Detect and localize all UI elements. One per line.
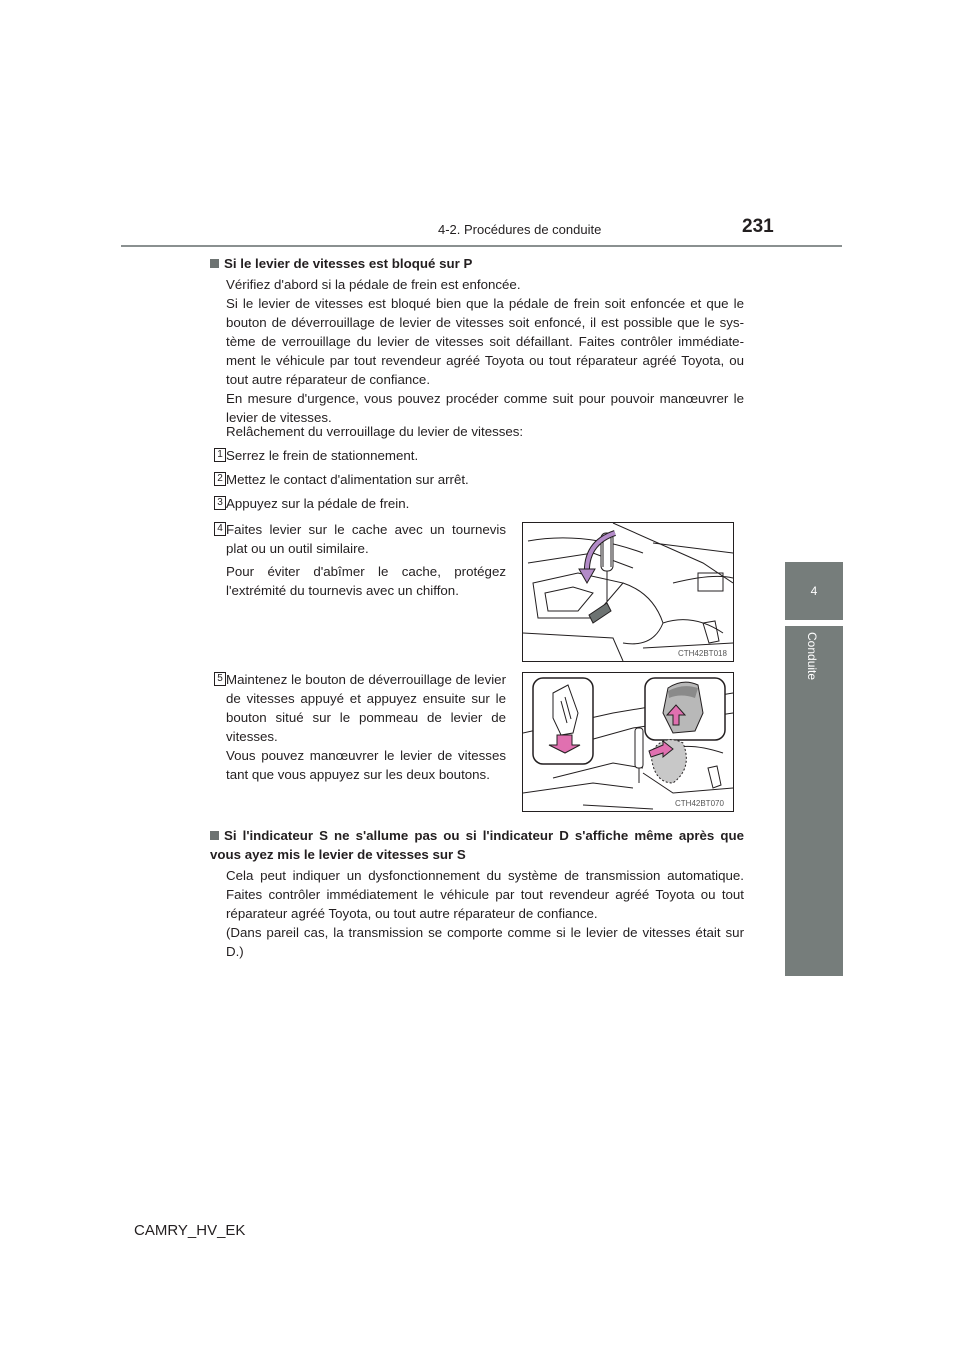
square-bullet-icon bbox=[210, 259, 219, 268]
page-number: 231 bbox=[742, 216, 774, 237]
chapter-label: Conduite bbox=[805, 632, 819, 681]
step-text: Maintenez le bouton de déverrouillage de levier de vitesses appuyé et appuyez ensuite sur le bouton situé sur le pommeau de levier de vitesses. bbox=[226, 672, 506, 744]
model-code: CAMRY_HV_EK bbox=[134, 1222, 246, 1239]
figure-screwdriver-cover bbox=[522, 522, 734, 662]
header-rule bbox=[121, 245, 842, 247]
step-text: Mettez le contact d'alimentation sur arrêt. bbox=[226, 472, 469, 487]
step-number-badge: 5 bbox=[214, 672, 226, 686]
release-button-illustration bbox=[523, 673, 733, 811]
running-header: 4-2. Procédures de conduite bbox=[438, 222, 602, 237]
figure-release-button bbox=[522, 672, 734, 812]
section-heading-indicator: Si l'indicateur S ne s'allume pas ou si l'indicateur D s'affiche même après que vous ayez mis le levier de vitesses sur S bbox=[210, 828, 744, 862]
step-text: Appuyez sur la pédale de frein. bbox=[226, 496, 410, 511]
step-text: Faites levier sur le cache avec un tournevis plat ou un outil similaire. bbox=[226, 522, 506, 556]
step-note: Pour éviter d'abîmer le cache, protégez l'extrémité du tournevis avec un chiffon. bbox=[226, 564, 506, 598]
step-number-badge: 3 bbox=[214, 496, 226, 510]
chapter-tab-number bbox=[785, 562, 843, 620]
step-number-badge: 1 bbox=[214, 448, 226, 462]
figure-code: CTH42BT018 bbox=[678, 649, 727, 658]
step-note: Vous pouvez manœuvrer le levier de vitesses tant que vous appuyez sur les deux boutons. bbox=[226, 748, 506, 782]
screwdriver-illustration bbox=[523, 523, 733, 661]
step-number-badge: 4 bbox=[214, 522, 226, 536]
procedure-intro: Relâchement du verrouillage du levier de vitesses: bbox=[226, 424, 524, 439]
chapter-tab-label bbox=[785, 626, 843, 976]
section-heading-shift-locked: Si le levier de vitesses est bloqué sur P bbox=[210, 254, 472, 273]
section-paragraph: Cela peut indiquer un dysfonctionnement du système de transmission automatique. Faites contrôler immédiatement le véhicule par tout revendeur agréé Toyota ou tout réparateur agréé Toyota, ou tout autre réparateur de confiance. (Dans pareil cas, la transmission se comporte comme si le levier de vitesses était sur D.) bbox=[226, 868, 744, 959]
step-number-badge: 2 bbox=[214, 472, 226, 486]
figure-code: CTH42BT070 bbox=[675, 799, 724, 808]
square-bullet-icon bbox=[210, 831, 219, 840]
step-text: Serrez le frein de stationnement. bbox=[226, 448, 419, 463]
section-paragraph: Vérifiez d'abord si la pédale de frein est enfoncée. Si le levier de vitesses est bloqué bien que la pédale de frein soit enfoncée et que le bouton de déverrouillage de levier de vitesses soit enfoncé, il est possible que le sys-tème de verrouillage du levier de vitesses soit défaillant. Faites contrôler immédiate-ment le véhicule par tout revendeur agréé Toyota ou tout réparateur agréé Toyota, ou tout autre réparateur de confiance. En mesure d'urgence, vous pouvez procéder comme suit pour pouvoir manœuvrer le levier de vitesses. bbox=[226, 277, 744, 425]
chapter-number: 4 bbox=[810, 584, 818, 598]
